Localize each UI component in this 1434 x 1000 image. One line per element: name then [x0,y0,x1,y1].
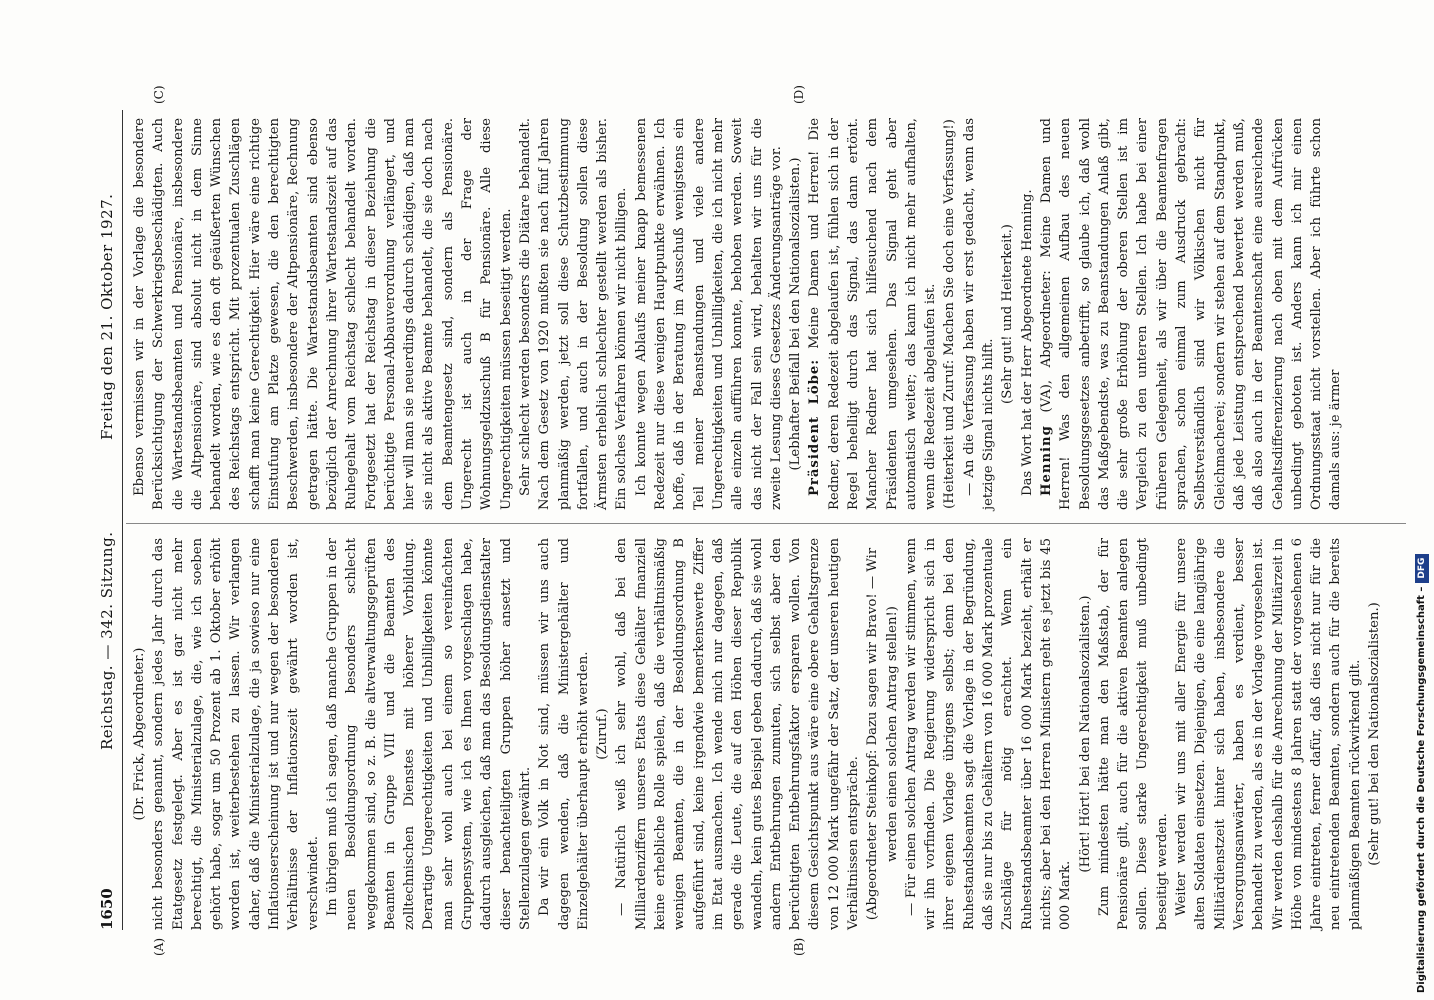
interjection: (Sehr gut! bei den Nationalsozialisten.) [1367,602,1382,866]
paragraph: nicht besonders genannt, sondern jedes Jahr durch das Etatgesetz festgelegt. Aber es ist gar nicht mehr berechtigt, die Ministerialzulage, die, wie ich soeben gehört habe, sogar um 50 Prozent ab 1. Oktober erhöht worden ist, weiterbestehen zu lassen. Wir verlangen daher, daß die Ministerialzulage, die ja sowieso nur eine Inflationserscheinung ist und nur wegen der besonderen Verhältnisse der Inflationszeit gewährt worden ist, verschwindet. [151,538,321,930]
digitization-credit [1412,8,1432,998]
interjection: (Zuruf.) [595,708,611,760]
header-session: Reichstag. — 342. Sitzung. [98,531,116,750]
interjection: (Abgeordneter Steinkopf: Dazu sagen wir Bravo! — Wir werden einen solchen Antrag stellen!) [865,547,900,921]
speech-text: Meine Damen und Herren! Die Redner, deren Redezeit abgelaufen ist, fühlen sich in der Regel behelligt durch das Signal, das dann ertönt. Mancher Redner hat sich hilfesuchend nach dem Präsidenten umgesehen. Das Signal geht aber automatisch weiter; das kann ich nicht mehr aufhalten, wenn die Redezeit abgelaufen ist. [807,118,939,510]
paragraph: Da wir ein Volk in Not sind, müssen wir uns auch dagegen wenden, daß die Ministergehälter und Einzelgehälter überhaupt erhöht werden. [537,538,591,930]
dfg-logo: DFG [1415,554,1429,583]
paragraph: Im übrigen muß ich sagen, daß manche Gruppen in der neuen Besoldungsordnung besonders schlecht weggekommen sind, so z. B. die altverwaltungsgeprüften Beamten in Gruppe VIII und die Beamten des zolltechnischen Dienstes mit höherer Vorbildung. Derartige Ungerechtigkeiten und Unbilligkeiten könnte man sehr wohl auch bei einem so vereinfachten Gruppensystem, wie ich es Ihnen vorgeschlagen habe, dadurch ausgleichen, daß man das Besoldungsdienstalter dieser benachteiligten Gruppen höher ansetzt und Stellenzulagen gewährt. [324,538,533,930]
speaker-name: Präsident Löbe: [807,358,823,496]
paragraph: — Natürlich weiß ich sehr wohl, daß bei den Milliardenziffern unseres Etats diese Gehälter finanziell keine erhebliche Rolle spielen, daß die verhältnismäßig wenigen Beamten, die in der Besoldungsordnung B aufgeführt sind, keine irgendwie bemerkenswerte Ziffer im Etat ausmachen. Ich wende mich nur dagegen, daß gerade die Leute, die auf den Höhen dieser Republik wandeln, kein gutes Beispiel geben dadurch, daß sie wohl andern Entbehrungen zumuten, sich selbst aber den berüchtigten Entbehrungsfaktor ersparen wollen. Von diesem Gesichtspunkt aus wäre eine obere Gehaltsgrenze von 12 000 Mark ungefähr der Satz, der unseren heutigen Verhältnissen entspräche. [614,538,861,930]
paragraph: Ebenso vermissen wir in der Vorlage die besondere Berücksichtigung der Schwerkriegsbeschädigten. Auch die Wartestandsbeamten und Pensionäre, insbesondere die Altpensionäre, sind absolut nicht in dem Sinne behandelt worden, wie es den oft geäußerten Wünschen des Reichstags entspricht. Mit prozentualen Zuschlägen schafft man keine Gerechtigkeit. Hier wäre eine richtige Einstufung am Platze gewesen, die den berechtigten Beschwerden, insbesondere der Altpensionäre, Rechnung getragen hätte. Die Wartestandsbeamten sind ebenso bezüglich der Anrechnung ihrer Wartestandszeit auf das Ruhegehalt vom Reichstag schlecht behandelt worden. Fortgesetzt hat der Reichstag in dieser Beziehung die berüchtigte Personal-Abbauverordnung verlängert, und hier will man sie neuerdings dadurch schädigen, daß man sie nicht als aktive Beamte behandelt, die sie doch nach dem Beamtengesetz sind, sondern als Pensionäre. Ungerecht ist auch in der Frage der Wohnungsgeldzuschuß B für Pensionäre. Alle diese Ungerechtigkeiten müssen beseitigt werden. [132,118,514,510]
paragraph: Weiter werden wir uns mit aller Energie für unsere alten Soldaten einsetzen. Diejenigen, die eine langjährige Militärdienstzeit hinter sich haben, insbesondere die Versorgungsanwärter, haben es verdient, besser behandelt zu werden, als es in der Vorlage vorgesehen ist. Wir werden deshalb für die Anrechnung der Militärzeit in Höhe von mindestens 8 Jahren statt der vorgesehenen 6 Jahre eintreten, ferner dafür, daß dies nicht nur für die neu eintretenden Beamten, sondern auch für die bereits planmäßigen Beamten rückwirkend gilt. [1174,538,1363,930]
speaker-line: (Dr. Frick, Abgeordneter.) [132,647,147,821]
column-divider [126,523,1406,524]
margin-mark-a: (A) [152,937,166,956]
page-number: 1650 [98,888,116,930]
text-column-left [130,538,1384,930]
paragraph [1037,118,1346,510]
header-date: Freitag den 21. Oktober 1927. [98,193,116,440]
running-header [92,110,123,930]
paragraph: — Für einen solchen Antrag werden wir stimmen, wenn wir ihn vorfinden. Die Regierung widerspricht sich in ihrer eigenen Vorlage übrigens selbst; denn bei den Ruhestandsbeamten sagt die Vorlage in der Begründung, daß sie nur bis zu Gehältern von 16 000 Mark prozentuale Zuschläge für nötig erachtet. Wenn ein Ruhestandsbeamter über 16 000 Mark bezieht, erhält er nichts; aber bei den Herren Ministern geht es jetzt bis 45 000 Mark. [903,538,1074,930]
paragraph: — An die Verfassung haben wir erst gedacht, wenn das jetzige Signal nichts hilft. [961,118,997,510]
interjection: (Lebhafter Beifall bei den Nationalsozialisten.) [788,157,804,471]
paragraph: Sehr schlecht werden besonders die Diätare behandelt. Nach dem Gesetz von 1920 mußten sie nach fünf Jahren planmäßig werden, jetzt soll diese Schutzbestimmung fortfallen, und auch in der Besoldung sollen diese Ärmsten erheblich schlechter gestellt werden als bisher. Ein solches Verfahren können wir nicht billigen. [517,118,630,510]
text-column-right [130,118,1346,510]
speaker-name: Henning [1038,425,1054,496]
margin-mark-d: (D) [792,85,806,104]
margin-mark-b: (B) [792,937,806,956]
paragraph: Das Wort hat der Herr Abgeordnete Henning. [1019,189,1035,496]
paragraph: Zum mindesten hätte man den Maßstab, der für Pensionäre gilt, auch für die aktiven Beamten anlegen sollen. Diese starke Ungerechtigkeit muß unbedingt beseitigt werden. [1096,538,1170,930]
paragraph [805,118,940,510]
paragraph: Ich konnte wegen Ablaufs meiner knapp bemessenen Redezeit nur diese wenigen Hauptpunkte erwähnen. Ich hoffe, daß in der Beratung im Ausschuß wenigstens ein Teil meiner Beanstandungen und viele andere Ungerechtigkeiten und Unbilligkeiten, die ich nicht mehr alle einzeln aufführen konnte, behoben werden. Soweit das nicht der Fall sein wird, behalten wir uns für die zweite Lesung dieses Gesetzes Änderungsanträge vor. [633,118,784,510]
rotated-document-page [92,30,1422,956]
interjection: (Heiterkeit und Zuruf: Machen Sie doch eine Verfassung!) [942,119,958,509]
margin-mark-c: (C) [152,85,166,104]
interjection: (Sehr gut! und Heiterkeit.) [1000,224,1016,404]
speech-text: (VA), Abgeordneter: Meine Damen und Herren! Was den allgemeinen Aufbau des neuen Besoldungsgesetzes anbetrifft, so glaube ich, daß wohl das Maßgebendste, was zu Beanstandungen Anlaß gibt, die sehr große Erhöhung der oberen Stellen ist im Vergleich zu den unteren Stellen. Ich habe bei einer früheren Gelegenheit, als wir über die Beamtenfragen sprachen, schon einmal zum Ausdruck gebracht: Selbstverständlich sind wir Völkischen nicht für Gleichmacherei; sondern wir stehen auf dem Standpunkt, daß jede Leistung entsprechend bewertet werden muß, daß also auch in der Beamtenschaft eine ausreichende Gehaltsdifferenzierung nach oben mit dem Aufrücken unbedingt geboten ist. Anders kann ich mir einen Ordnungsstaat nicht vorstellen. Aber ich führte schon damals aus: je ärmer [1038,118,1344,510]
credit-text: Digitalisierung gefördert durch die Deutsche Forschungsgemeinschaft – [1416,586,1427,993]
interjection: (Hört! Hört! bei den Nationalsozialisten.) [1077,595,1093,873]
